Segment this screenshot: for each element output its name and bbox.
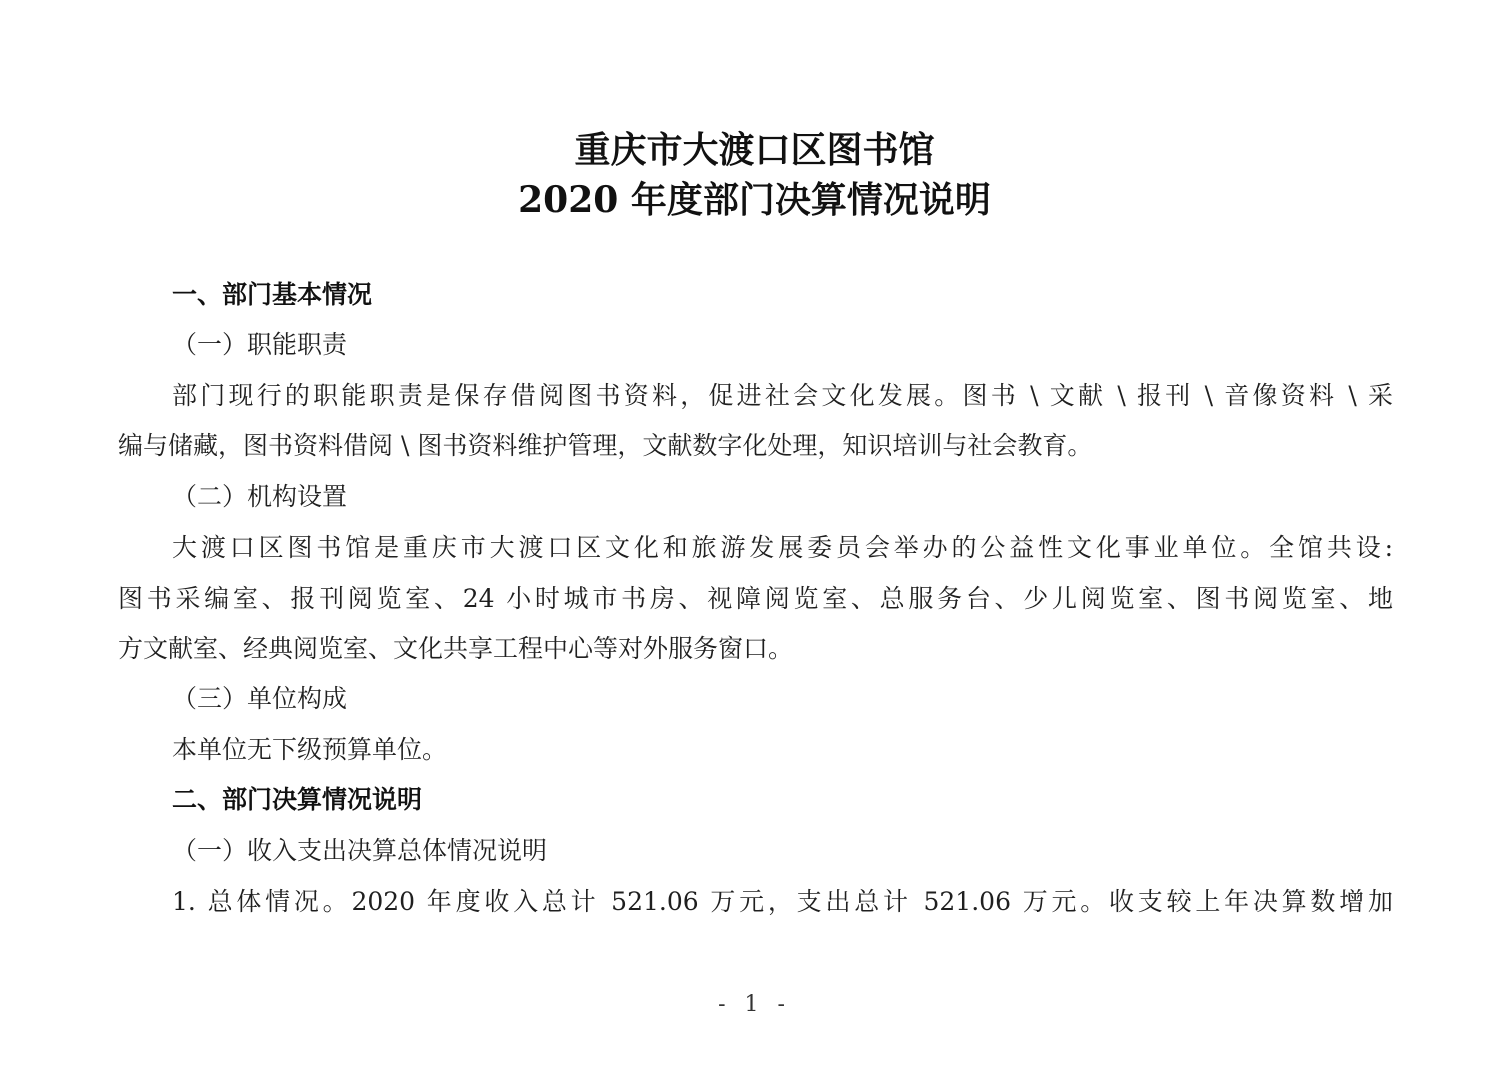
subheading-unit-composition: （三）单位构成 [172,684,348,713]
paragraph-income-expenditure-line1: 1. 总体情况。2020 年度收入总计 521.06 万元，支出总计 521.06 万元。收支较上年决算数增加 [172,887,1393,916]
paragraph-unit-composition: 本单位无下级预算单位。 [172,735,448,764]
paragraph-functions-line1: 部门现行的职能职责是保存借阅图书资料，促进社会文化发展。图书 \ 文献 \ 报刊 \ 音像资料 \ 采 [172,381,1393,410]
section-heading-final-accounts: 二、部门决算情况说明 [172,785,423,814]
subheading-organization: （二）机构设置 [172,482,348,511]
paragraph-organization-line2: 图书采编室、报刊阅览室、24 小时城市书房、视障阅览室、总服务台、少儿阅览室、图书阅览室、地 [118,584,1393,613]
page-number: - 1 - [718,992,791,1017]
paragraph-organization-line1: 大渡口区图书馆是重庆市大渡口区文化和旅游发展委员会举办的公益性文化事业单位。全馆共设: [172,533,1393,562]
subheading-income-expenditure: （一）收入支出决算总体情况说明 [172,836,548,865]
section-heading-basic-info: 一、部门基本情况 [172,280,373,309]
paragraph-organization-line3: 方文献室、经典阅览室、文化共享工程中心等对外服务窗口。 [118,634,794,663]
document-title-line2: 2020 年度部门决算情况说明 [518,179,991,221]
subheading-functions: （一）职能职责 [172,330,348,359]
paragraph-functions-line2: 编与储藏，图书资料借阅 \ 图书资料维护管理，文献数字化处理，知识培训与社会教育。 [118,431,1093,460]
document-title-line1: 重庆市大渡口区图书馆 [574,129,935,171]
